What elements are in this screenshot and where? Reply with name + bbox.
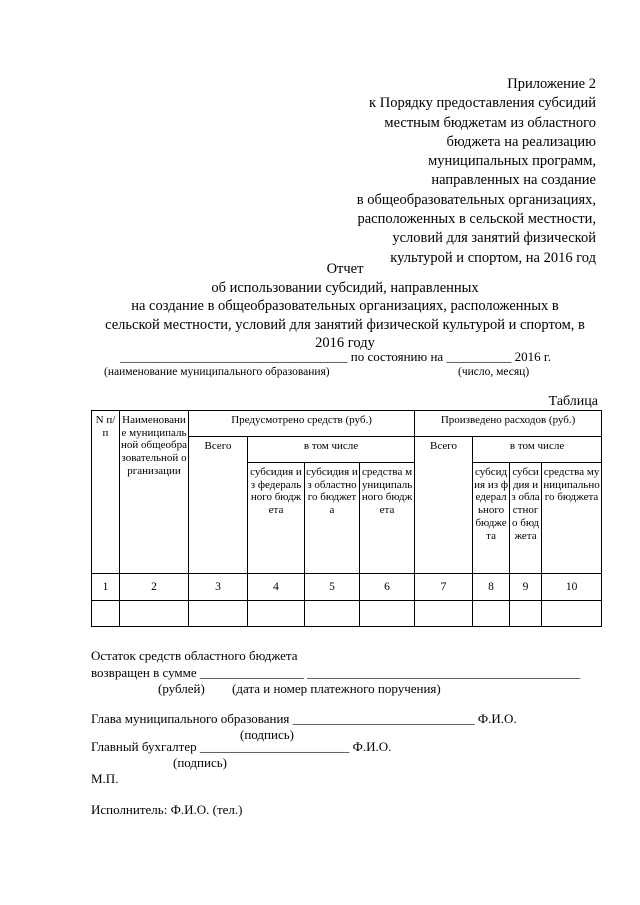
column-number: 10 [542,574,602,601]
header-spent-regional: субсидия из областного бюджета [510,463,542,574]
appendix-line: в общеобразовательных организациях, [356,191,596,208]
title-line: на создание в общеобразовательных организациях, расположенных в [131,298,559,314]
accountant-signature-line [91,739,391,755]
header-num: N п/п [92,411,120,574]
head-signature-blank: ____________________________ [292,711,475,726]
appendix-line: культурой и спортом, на 2016 год [390,249,596,266]
column-number-row [92,574,602,601]
status-line [120,349,551,365]
table-cell[interactable] [305,601,360,627]
column-number: 1 [92,574,120,601]
header-spent-total: Всего [415,437,473,574]
table-row [92,601,602,627]
header-spent: Произведено расходов (руб.) [415,411,602,437]
accountant-signature-caption: (подпись) [173,755,227,770]
report-title [85,260,605,353]
municipality-blank: ___________________________________ [120,349,348,364]
title-line: об использовании субсидий, направленных [211,279,479,296]
status-as-of: по состоянию на [350,349,444,364]
header-planned-regional: субсидия из областного бюджета [305,463,360,574]
table-cell[interactable] [120,601,189,627]
column-number: 4 [248,574,305,601]
header-spent-federal: субсидия из федерального бюджета [473,463,510,574]
appendix-line: расположенных в сельской местности, [357,211,596,228]
appendix-line: направленных на создание [431,172,596,189]
header-spent-including: в том числе [473,437,602,463]
table-cell[interactable] [510,601,542,627]
appendix-header [357,75,596,268]
returned-sum-blank: ________________ [199,665,304,680]
header-spent-municipal: средства муниципального бюджета [542,463,602,574]
appendix-line: местным бюджетам из областного [384,114,596,131]
returned-sum-label: возвращен в сумме [91,665,197,680]
table-cell[interactable] [542,601,602,627]
table-cell[interactable] [473,601,510,627]
table-cell[interactable] [189,601,248,627]
column-number: 6 [360,574,415,601]
appendix-line: к Порядку предоставления субсидий [369,95,596,112]
accountant-fio: Ф.И.О. [352,739,392,754]
appendix-line: бюджета на реализацию [446,133,596,150]
header-planned-municipal: средства муниципального бюджета [360,463,415,574]
appendix-line: муниципальных программ, [428,153,596,170]
stamp-place: М.П. [91,771,119,786]
head-signature-line [91,711,517,727]
appendix-line: условий для занятий физической [392,230,596,247]
title-line: Отчет [326,261,364,277]
header-planned-total: Всего [189,437,248,574]
head-label: Глава муниципального образования [91,711,290,726]
date-blank: __________ [446,349,512,364]
column-number: 9 [510,574,542,601]
appendix-line: Приложение 2 [507,76,596,92]
rubles-caption: (рублей) [158,681,205,696]
header-planned-including: в том числе [248,437,415,463]
column-number: 8 [473,574,510,601]
municipality-caption: (наименование муниципального образования) [104,366,330,378]
date-caption: (число, месяц) [458,366,530,378]
table-cell[interactable] [92,601,120,627]
payment-order-blank: __________________________________________ [307,665,581,680]
table-cell[interactable] [360,601,415,627]
header-organization: Наименование муниципальной общеобразовательной организации [120,411,189,574]
title-line: сельской местности, условий для занятий физической культурой и спортом, в [105,316,585,333]
status-year: 2016 г. [514,349,552,364]
executor-line: Исполнитель: Ф.И.О. (тел.) [91,802,243,817]
table-label: Таблица [548,394,598,409]
remainder-line: Остаток средств областного бюджета [91,648,298,663]
column-number: 5 [305,574,360,601]
payment-order-caption: (дата и номер платежного поручения) [232,681,441,696]
returned-sum-line [91,665,580,681]
title-line: 2016 году [315,335,375,351]
header-planned: Предусмотрено средств (руб.) [189,411,415,437]
table-cell[interactable] [415,601,473,627]
head-signature-caption: (подпись) [240,727,294,742]
header-planned-federal: субсидия из федерального бюджета [248,463,305,574]
accountant-signature-blank: _______________________ [199,739,350,754]
column-number: 7 [415,574,473,601]
column-number: 2 [120,574,189,601]
column-number: 3 [189,574,248,601]
report-table [91,410,602,627]
head-fio: Ф.И.О. [477,711,517,726]
accountant-label: Главный бухгалтер [91,739,197,754]
table-cell[interactable] [248,601,305,627]
